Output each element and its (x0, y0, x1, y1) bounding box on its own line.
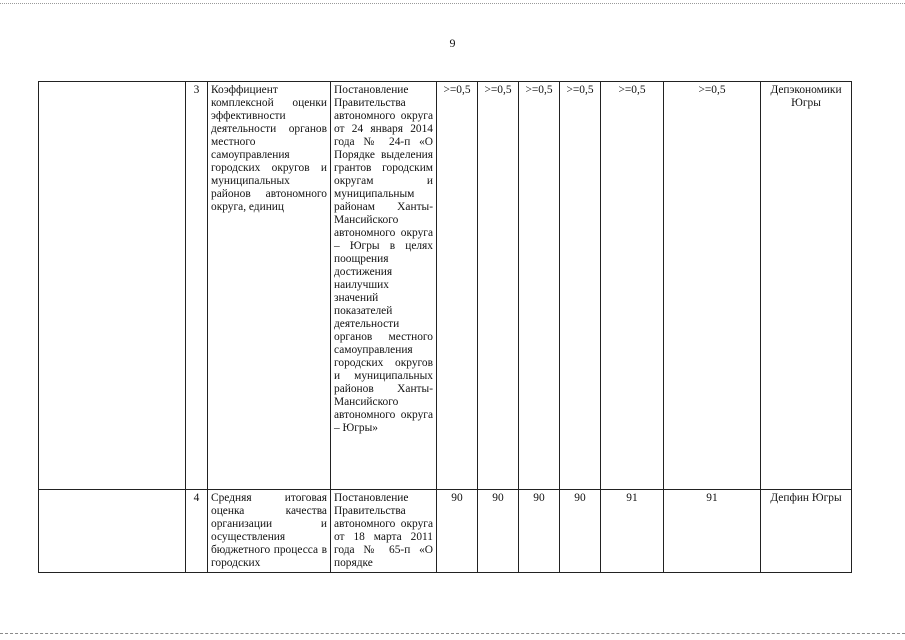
value-cell: 91 (664, 490, 761, 573)
value-cell: >=0,5 (519, 82, 560, 490)
empty-cell (39, 82, 186, 490)
responsible-body: Депфин Югры (761, 490, 852, 573)
value-cell: >=0,5 (478, 82, 519, 490)
value-cell: 90 (437, 490, 478, 573)
value-cell: 90 (560, 490, 601, 573)
row-number: 4 (186, 490, 208, 573)
value-cell: 90 (519, 490, 560, 573)
page-number: 9 (449, 36, 456, 50)
value-cell: 90 (478, 490, 519, 573)
indicator-name: Средняя итоговая оценка качества организации и осуществления бюджетного процесса в городских (208, 490, 331, 573)
value-cell: >=0,5 (437, 82, 478, 490)
table-row (39, 82, 852, 490)
legal-basis: Постановление Правительства автономного округа от 24 января 2014 года № 24-п «О Порядке выделения грантов городским округам и муниципальным районам Ханты-Мансийского автономного округа – Югры в целях поощрения достижения наилучших значений показателей деятельности органов местного самоуправления городских округов и муниципальных районов Ханты-Мансийского автономного округа – Югры» (331, 82, 437, 490)
indicators-table (38, 81, 852, 573)
value-cell: >=0,5 (560, 82, 601, 490)
table-row (39, 490, 852, 573)
row-number: 3 (186, 82, 208, 490)
scan-edge-bottom (0, 633, 905, 634)
value-cell: >=0,5 (664, 82, 761, 490)
legal-basis: Постановление Правительства автономного округа от 18 марта 2011 года № 65-п «О порядке (331, 490, 437, 573)
empty-cell (39, 490, 186, 573)
indicator-name: Коэффициент комплексной оценки эффективности деятельности органов местного самоуправления городских округов и муниципальных районов автономного округа, единиц (208, 82, 331, 490)
scan-edge-top (0, 3, 905, 4)
responsible-body: Депэкономики Югры (761, 82, 852, 490)
value-cell: >=0,5 (601, 82, 664, 490)
value-cell: 91 (601, 490, 664, 573)
